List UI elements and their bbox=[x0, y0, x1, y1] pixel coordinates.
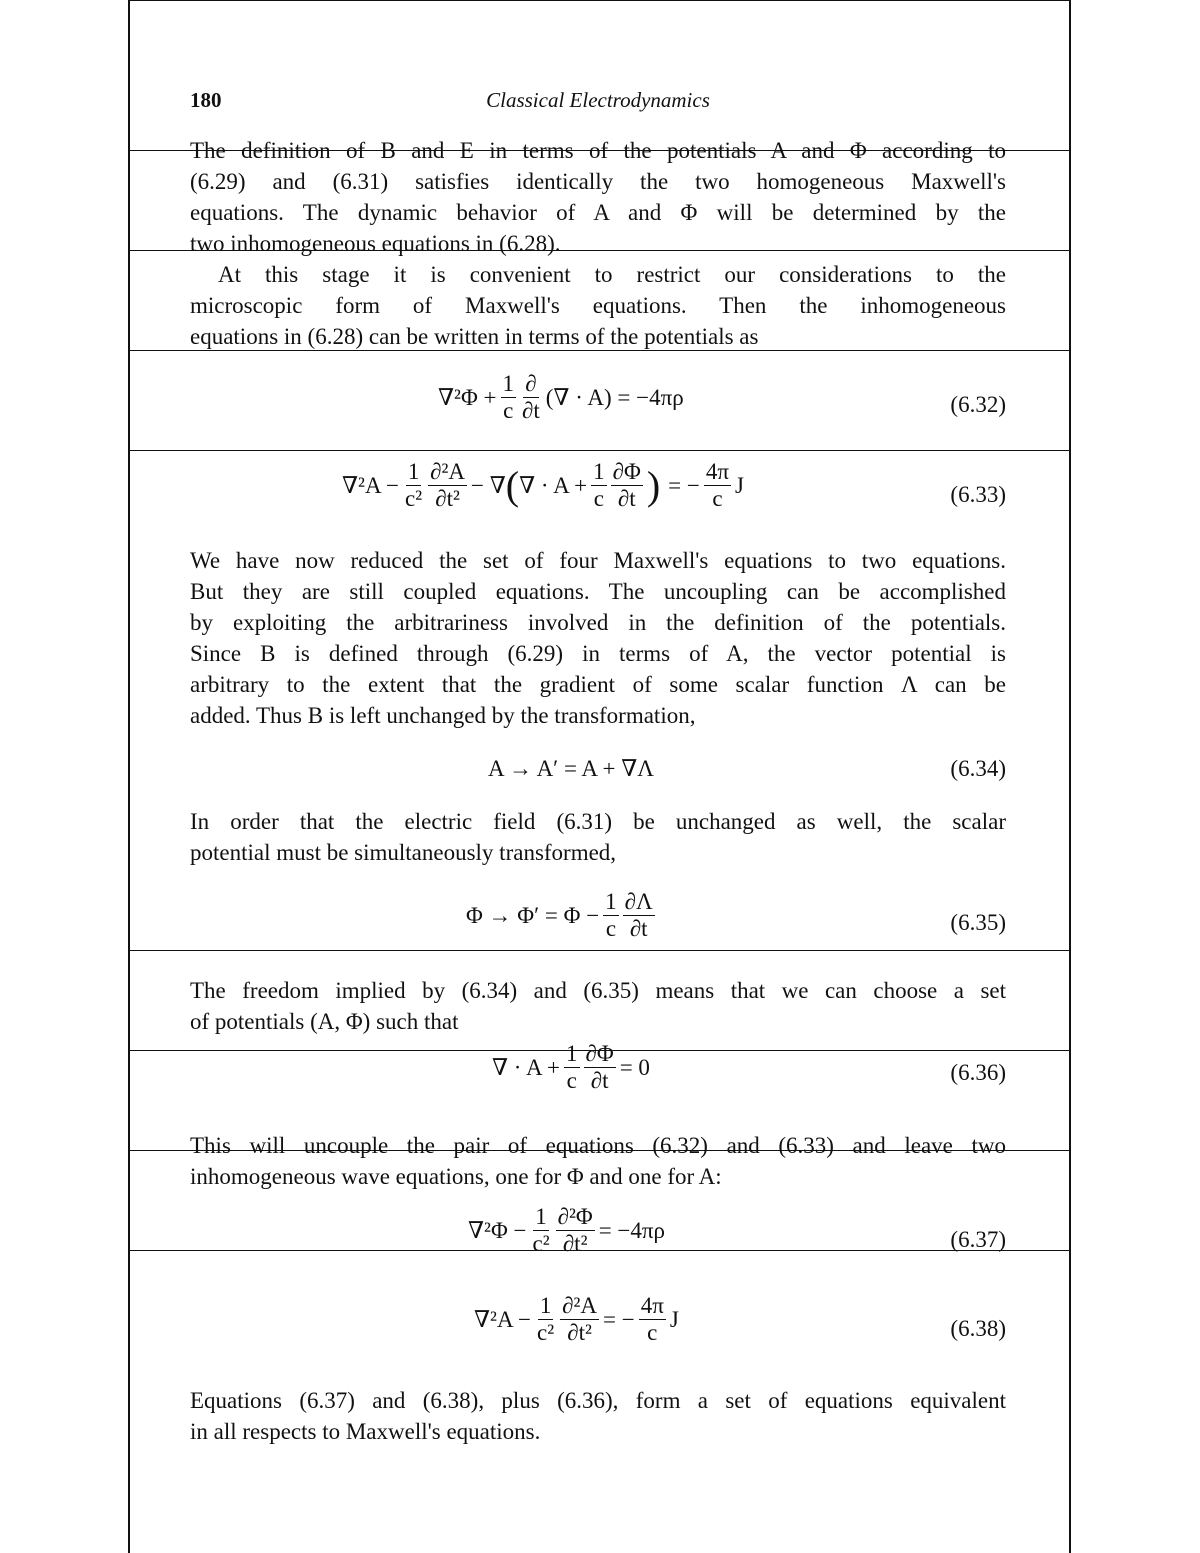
text-line: In order that the electric field (6.31) be unchanged as well, the scalar bbox=[190, 809, 1006, 834]
eq-text: A → A′ = A + ∇Λ bbox=[488, 756, 654, 781]
eq-text: = − bbox=[603, 1306, 635, 1332]
numerator: ∂Φ bbox=[584, 1042, 616, 1068]
eq-text: J bbox=[669, 1306, 679, 1332]
text-line: equations. The dynamic behavior of A and Φ will be determined by the bbox=[190, 200, 1006, 225]
paragraph-1 bbox=[190, 135, 1006, 259]
numerator: ∂²A bbox=[560, 1294, 599, 1320]
numerator: 1 bbox=[533, 1205, 549, 1231]
denominator: c bbox=[503, 398, 514, 424]
numerator: ∂Φ bbox=[611, 460, 643, 486]
denominator: ∂t² bbox=[562, 1231, 588, 1257]
equation-expression bbox=[488, 756, 654, 782]
eq-text: − ∇ bbox=[471, 472, 506, 498]
eq-text: ∇²Φ − bbox=[468, 1217, 527, 1243]
fraction bbox=[591, 460, 607, 511]
eq-text: J bbox=[734, 472, 744, 498]
numerator: 4π bbox=[639, 1294, 666, 1320]
denominator: c² bbox=[537, 1320, 555, 1346]
text-line: potential must be simultaneously transformed, bbox=[190, 840, 617, 865]
denominator: ∂t bbox=[590, 1068, 609, 1094]
text-line: two inhomogeneous equations in (6.28). bbox=[190, 231, 561, 256]
equation-number: (6.33) bbox=[950, 482, 1006, 507]
equation-6-33 bbox=[190, 460, 1006, 530]
paragraph-4 bbox=[190, 806, 1006, 868]
fraction bbox=[564, 1042, 580, 1093]
fraction bbox=[623, 890, 655, 941]
fraction bbox=[560, 1294, 599, 1345]
denominator: c² bbox=[532, 1231, 550, 1257]
denominator: c bbox=[605, 916, 617, 942]
eq-text: ∇²A − bbox=[474, 1306, 532, 1332]
equation-expression bbox=[492, 1042, 650, 1093]
fraction bbox=[704, 460, 731, 511]
fraction bbox=[520, 372, 542, 423]
eq-text: = − bbox=[668, 472, 700, 498]
fraction bbox=[611, 460, 643, 511]
equation-number: (6.37) bbox=[950, 1227, 1006, 1252]
text-line: equations in (6.28) can be written in terms of the potentials as bbox=[190, 324, 759, 349]
equation-number: (6.36) bbox=[950, 1060, 1006, 1085]
equation-number: (6.34) bbox=[950, 756, 1006, 781]
denominator: c bbox=[566, 1068, 577, 1094]
equation-expression bbox=[466, 890, 659, 941]
text-line: arbitrary to the extent that the gradient of some scalar function Λ can be bbox=[190, 672, 1006, 697]
fraction bbox=[428, 460, 467, 511]
numerator: ∂Λ bbox=[623, 890, 655, 916]
denominator: c bbox=[593, 486, 604, 512]
text-line: of potentials (A, Φ) such that bbox=[190, 1009, 459, 1034]
equation-6-34 bbox=[190, 756, 1006, 788]
denominator: ∂t bbox=[617, 486, 636, 512]
eq-text: = −4πρ bbox=[598, 1217, 665, 1243]
denominator: ∂t bbox=[522, 398, 540, 424]
text-line: microscopic form of Maxwell's equations. Then the inhomogeneous bbox=[190, 293, 1006, 318]
denominator: c bbox=[712, 486, 723, 512]
page-number: 180 bbox=[190, 88, 222, 112]
text-line: This will uncouple the pair of equations (6.32) and (6.33) and leave two bbox=[190, 1133, 1006, 1158]
denominator: ∂t bbox=[629, 916, 648, 942]
eq-text: ∇ · A + bbox=[492, 1054, 561, 1080]
fraction bbox=[584, 1042, 616, 1093]
left-paren: ( bbox=[505, 462, 520, 508]
numerator: 1 bbox=[603, 890, 619, 916]
eq-text: ∇ · A + bbox=[519, 472, 588, 498]
numerator: ∂²Φ bbox=[556, 1205, 595, 1231]
text-line: The freedom implied by (6.34) and (6.35) means that we can choose a set bbox=[190, 978, 1006, 1003]
running-title: Classical Electrodynamics bbox=[486, 88, 710, 112]
equation-6-32 bbox=[190, 372, 1006, 442]
page-header bbox=[190, 88, 1006, 116]
paragraph-3 bbox=[190, 545, 1006, 731]
eq-text: = 0 bbox=[619, 1054, 650, 1080]
text-line: inhomogeneous wave equations, one for Φ and one for A: bbox=[190, 1164, 722, 1189]
equation-expression bbox=[438, 372, 684, 423]
equation-number: (6.35) bbox=[950, 910, 1006, 935]
denominator: ∂t² bbox=[567, 1320, 592, 1346]
numerator: ∂ bbox=[523, 372, 538, 398]
numerator: 1 bbox=[406, 460, 422, 486]
equation-number: (6.32) bbox=[950, 392, 1006, 417]
numerator: ∂²A bbox=[428, 460, 467, 486]
equation-expression bbox=[468, 1205, 665, 1256]
right-paren: ) bbox=[646, 462, 661, 508]
eq-text: ∇²Φ + bbox=[438, 384, 497, 410]
text-line: Since B is defined through (6.29) in terms of A, the vector potential is bbox=[190, 641, 1006, 666]
fraction bbox=[556, 1205, 595, 1256]
eq-text: Φ → Φ′ = Φ − bbox=[466, 902, 600, 928]
text-line: But they are still coupled equations. The uncoupling can be accomplished bbox=[190, 579, 1006, 604]
fraction bbox=[603, 890, 619, 941]
text-line: (6.29) and (6.31) satisfies identically the two homogeneous Maxwell's bbox=[190, 169, 1006, 194]
fraction bbox=[501, 372, 517, 423]
denominator: c bbox=[647, 1320, 658, 1346]
text-line: by exploiting the arbitrariness involved in the definition of the potentials. bbox=[190, 610, 1006, 635]
numerator: 4π bbox=[704, 460, 731, 486]
fraction bbox=[403, 460, 424, 511]
equation-6-35 bbox=[190, 890, 1006, 950]
paragraph-6 bbox=[190, 1130, 1006, 1192]
text-line: Equations (6.37) and (6.38), plus (6.36), form a set of equations equivalent bbox=[190, 1388, 1006, 1413]
paragraph-5 bbox=[190, 975, 1006, 1037]
fraction bbox=[531, 1205, 552, 1256]
eq-text: ∇²A − bbox=[342, 472, 400, 498]
paragraph-7 bbox=[190, 1385, 1006, 1447]
numerator: 1 bbox=[564, 1042, 580, 1068]
fraction bbox=[535, 1294, 556, 1345]
rule-line bbox=[128, 450, 1071, 451]
numerator: 1 bbox=[591, 460, 607, 486]
equation-number: (6.38) bbox=[950, 1316, 1006, 1341]
equation-expression bbox=[342, 460, 744, 511]
denominator: ∂t² bbox=[435, 486, 460, 512]
text-line: in all respects to Maxwell's equations. bbox=[190, 1419, 541, 1444]
equation-6-37 bbox=[190, 1205, 1006, 1269]
denominator: c² bbox=[405, 486, 423, 512]
equation-6-38 bbox=[190, 1294, 1006, 1364]
numerator: 1 bbox=[538, 1294, 554, 1320]
text-line: We have now reduced the set of four Maxwell's equations to two equations. bbox=[190, 548, 1006, 573]
equation-6-36 bbox=[190, 1042, 1006, 1104]
text-line: added. Thus B is left unchanged by the transformation, bbox=[190, 703, 696, 728]
rule-line bbox=[128, 950, 1071, 951]
text-line: At this stage it is convenient to restrict our considerations to the bbox=[218, 262, 1006, 287]
text-line: The definition of B and E in terms of the potentials A and Φ according to bbox=[190, 138, 1006, 163]
fraction bbox=[639, 1294, 666, 1345]
paragraph-2 bbox=[190, 259, 1006, 352]
equation-expression bbox=[474, 1294, 679, 1345]
eq-text: (∇ · A) = −4πρ bbox=[545, 384, 684, 410]
numerator: 1 bbox=[501, 372, 517, 398]
